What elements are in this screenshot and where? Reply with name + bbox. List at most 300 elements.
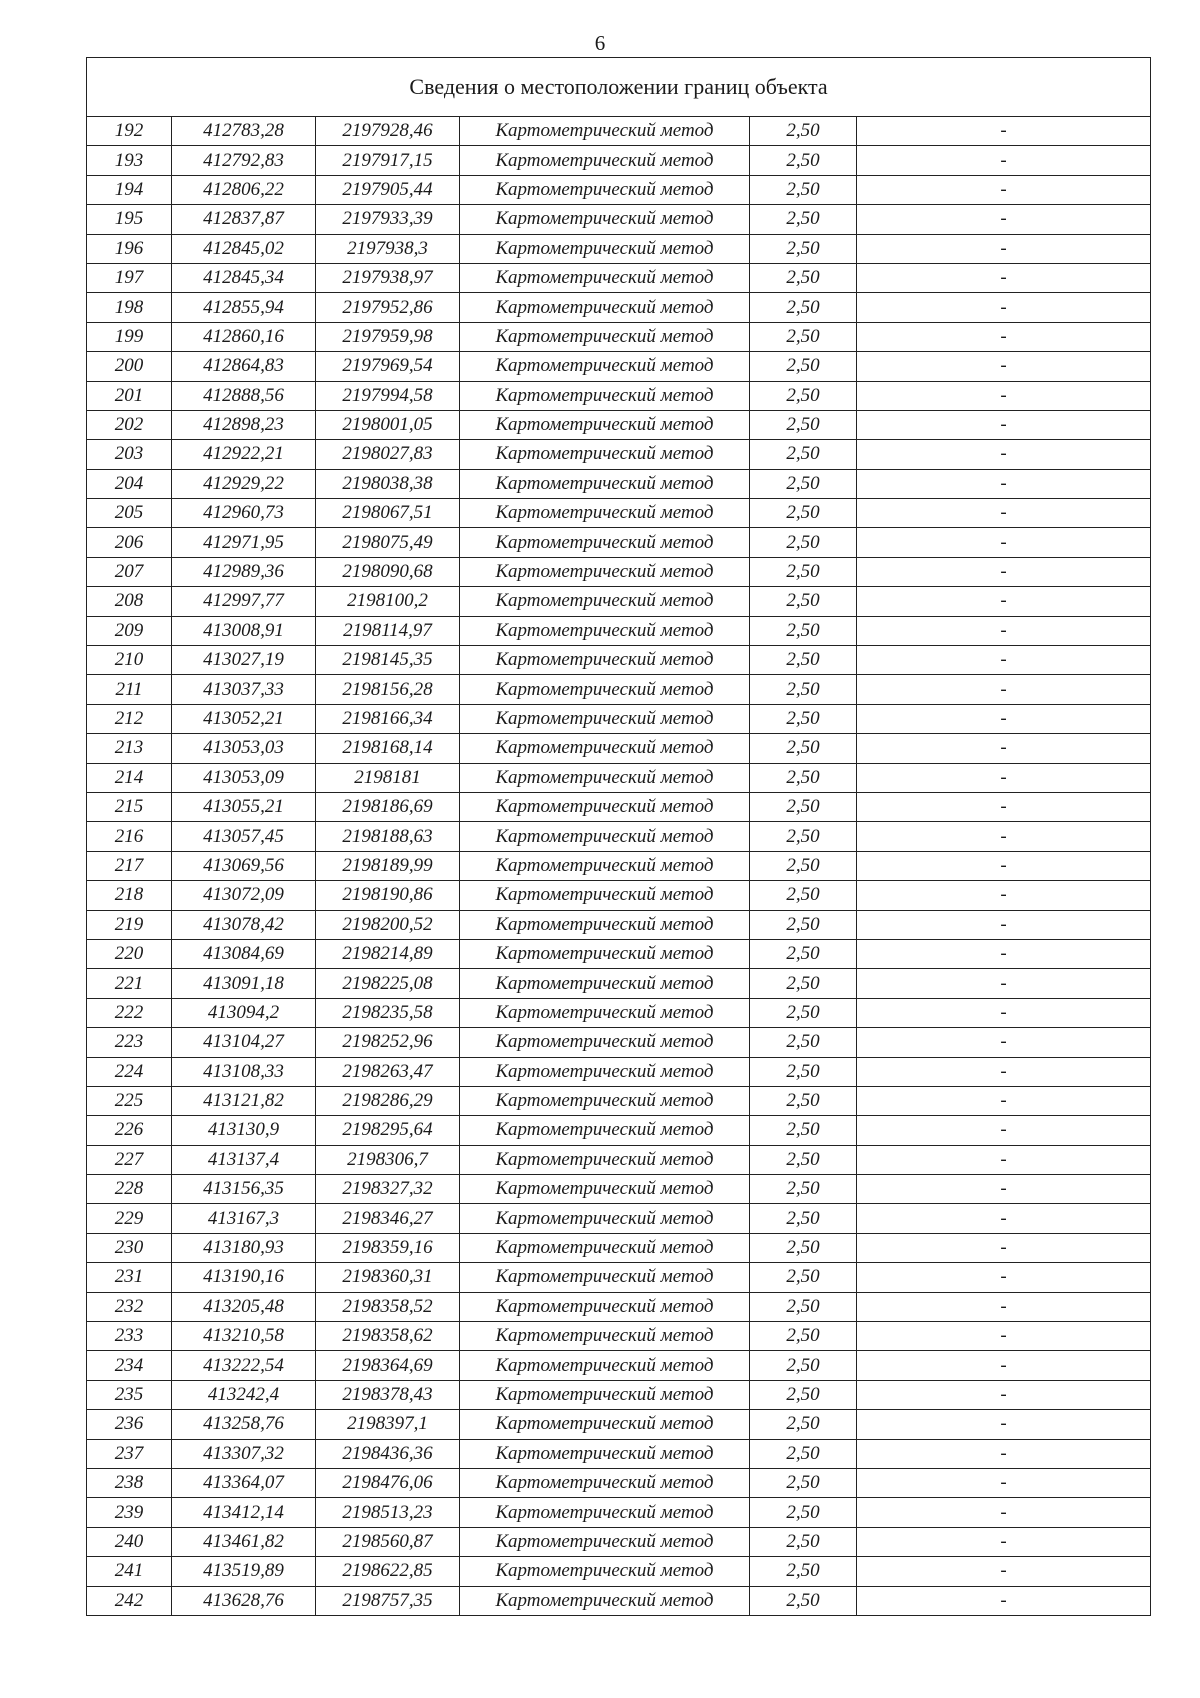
table-row <box>87 1439 1151 1468</box>
description-cell: - <box>857 440 1151 469</box>
y-coordinate-cell: 2198038,38 <box>316 469 460 498</box>
x-coordinate-cell: 412806,22 <box>172 175 316 204</box>
method-cell: Картометрический метод <box>460 381 750 410</box>
boundary-table <box>86 57 1151 1616</box>
description-cell: - <box>857 1439 1151 1468</box>
description-cell: - <box>857 734 1151 763</box>
point-number-cell: 214 <box>87 763 172 792</box>
point-number-cell: 240 <box>87 1527 172 1556</box>
point-number-cell: 219 <box>87 910 172 939</box>
accuracy-cell: 2,50 <box>750 587 857 616</box>
table-row <box>87 851 1151 880</box>
accuracy-cell: 2,50 <box>750 675 857 704</box>
y-coordinate-cell: 2198001,05 <box>316 410 460 439</box>
description-cell: - <box>857 616 1151 645</box>
x-coordinate-cell: 413519,89 <box>172 1557 316 1586</box>
description-cell: - <box>857 1086 1151 1115</box>
y-coordinate-cell: 2198189,99 <box>316 851 460 880</box>
point-number-cell: 192 <box>87 117 172 146</box>
method-cell: Картометрический метод <box>460 1527 750 1556</box>
method-cell: Картометрический метод <box>460 1086 750 1115</box>
method-cell: Картометрический метод <box>460 205 750 234</box>
accuracy-cell: 2,50 <box>750 1233 857 1262</box>
accuracy-cell: 2,50 <box>750 1351 857 1380</box>
y-coordinate-cell: 2198100,2 <box>316 587 460 616</box>
accuracy-cell: 2,50 <box>750 322 857 351</box>
y-coordinate-cell: 2197905,44 <box>316 175 460 204</box>
table-row <box>87 1116 1151 1145</box>
accuracy-cell: 2,50 <box>750 440 857 469</box>
table-row <box>87 734 1151 763</box>
table-row <box>87 763 1151 792</box>
method-cell: Картометрический метод <box>460 646 750 675</box>
table-row <box>87 499 1151 528</box>
y-coordinate-cell: 2198327,32 <box>316 1175 460 1204</box>
point-number-cell: 213 <box>87 734 172 763</box>
table-row <box>87 1028 1151 1057</box>
method-cell: Картометрический метод <box>460 969 750 998</box>
method-cell: Картометрический метод <box>460 939 750 968</box>
description-cell: - <box>857 381 1151 410</box>
method-cell: Картометрический метод <box>460 881 750 910</box>
table-row <box>87 146 1151 175</box>
accuracy-cell: 2,50 <box>750 851 857 880</box>
y-coordinate-cell: 2198513,23 <box>316 1498 460 1527</box>
method-cell: Картометрический метод <box>460 175 750 204</box>
table-row <box>87 822 1151 851</box>
point-number-cell: 205 <box>87 499 172 528</box>
y-coordinate-cell: 2198295,64 <box>316 1116 460 1145</box>
x-coordinate-cell: 412888,56 <box>172 381 316 410</box>
table-row <box>87 469 1151 498</box>
y-coordinate-cell: 2198190,86 <box>316 881 460 910</box>
point-number-cell: 230 <box>87 1233 172 1262</box>
y-coordinate-cell: 2198378,43 <box>316 1380 460 1409</box>
x-coordinate-cell: 413091,18 <box>172 969 316 998</box>
accuracy-cell: 2,50 <box>750 1322 857 1351</box>
x-coordinate-cell: 413242,4 <box>172 1380 316 1409</box>
description-cell: - <box>857 1468 1151 1497</box>
point-number-cell: 238 <box>87 1468 172 1497</box>
x-coordinate-cell: 413258,76 <box>172 1410 316 1439</box>
method-cell: Картометрический метод <box>460 499 750 528</box>
x-coordinate-cell: 412922,21 <box>172 440 316 469</box>
table-row <box>87 616 1151 645</box>
method-cell: Картометрический метод <box>460 704 750 733</box>
method-cell: Картометрический метод <box>460 528 750 557</box>
accuracy-cell: 2,50 <box>750 910 857 939</box>
y-coordinate-cell: 2198075,49 <box>316 528 460 557</box>
y-coordinate-cell: 2197928,46 <box>316 117 460 146</box>
point-number-cell: 212 <box>87 704 172 733</box>
accuracy-cell: 2,50 <box>750 763 857 792</box>
method-cell: Картометрический метод <box>460 322 750 351</box>
y-coordinate-cell: 2198286,29 <box>316 1086 460 1115</box>
method-cell: Картометрический метод <box>460 557 750 586</box>
x-coordinate-cell: 412837,87 <box>172 205 316 234</box>
y-coordinate-cell: 2198252,96 <box>316 1028 460 1057</box>
point-number-cell: 222 <box>87 998 172 1027</box>
accuracy-cell: 2,50 <box>750 557 857 586</box>
description-cell: - <box>857 1380 1151 1409</box>
description-cell: - <box>857 1292 1151 1321</box>
method-cell: Картометрический метод <box>460 410 750 439</box>
x-coordinate-cell: 413053,09 <box>172 763 316 792</box>
y-coordinate-cell: 2198306,7 <box>316 1145 460 1174</box>
y-coordinate-cell: 2198027,83 <box>316 440 460 469</box>
description-cell: - <box>857 1527 1151 1556</box>
y-coordinate-cell: 2198114,97 <box>316 616 460 645</box>
accuracy-cell: 2,50 <box>750 1028 857 1057</box>
accuracy-cell: 2,50 <box>750 146 857 175</box>
table-row <box>87 440 1151 469</box>
y-coordinate-cell: 2198364,69 <box>316 1351 460 1380</box>
description-cell: - <box>857 1204 1151 1233</box>
x-coordinate-cell: 412971,95 <box>172 528 316 557</box>
point-number-cell: 239 <box>87 1498 172 1527</box>
accuracy-cell: 2,50 <box>750 263 857 292</box>
table-row <box>87 675 1151 704</box>
accuracy-cell: 2,50 <box>750 939 857 968</box>
description-cell: - <box>857 1351 1151 1380</box>
method-cell: Картометрический метод <box>460 1116 750 1145</box>
accuracy-cell: 2,50 <box>750 1439 857 1468</box>
table-row <box>87 910 1151 939</box>
table-row <box>87 205 1151 234</box>
method-cell: Картометрический метод <box>460 146 750 175</box>
y-coordinate-cell: 2198560,87 <box>316 1527 460 1556</box>
y-coordinate-cell: 2198235,58 <box>316 998 460 1027</box>
y-coordinate-cell: 2197969,54 <box>316 352 460 381</box>
method-cell: Картометрический метод <box>460 616 750 645</box>
description-cell: - <box>857 969 1151 998</box>
method-cell: Картометрический метод <box>460 851 750 880</box>
point-number-cell: 210 <box>87 646 172 675</box>
description-cell: - <box>857 117 1151 146</box>
method-cell: Картометрический метод <box>460 440 750 469</box>
accuracy-cell: 2,50 <box>750 1410 857 1439</box>
method-cell: Картометрический метод <box>460 998 750 1027</box>
accuracy-cell: 2,50 <box>750 646 857 675</box>
description-cell: - <box>857 557 1151 586</box>
x-coordinate-cell: 413130,9 <box>172 1116 316 1145</box>
x-coordinate-cell: 413078,42 <box>172 910 316 939</box>
accuracy-cell: 2,50 <box>750 1586 857 1615</box>
description-cell: - <box>857 410 1151 439</box>
accuracy-cell: 2,50 <box>750 1263 857 1292</box>
x-coordinate-cell: 413222,54 <box>172 1351 316 1380</box>
x-coordinate-cell: 413069,56 <box>172 851 316 880</box>
accuracy-cell: 2,50 <box>750 1557 857 1586</box>
point-number-cell: 232 <box>87 1292 172 1321</box>
description-cell: - <box>857 469 1151 498</box>
x-coordinate-cell: 413052,21 <box>172 704 316 733</box>
y-coordinate-cell: 2198225,08 <box>316 969 460 998</box>
description-cell: - <box>857 851 1151 880</box>
y-coordinate-cell: 2197952,86 <box>316 293 460 322</box>
accuracy-cell: 2,50 <box>750 792 857 821</box>
page-number: 6 <box>594 31 606 55</box>
description-cell: - <box>857 528 1151 557</box>
description-cell: - <box>857 499 1151 528</box>
method-cell: Картометрический метод <box>460 293 750 322</box>
y-coordinate-cell: 2198358,62 <box>316 1322 460 1351</box>
method-cell: Картометрический метод <box>460 1204 750 1233</box>
point-number-cell: 218 <box>87 881 172 910</box>
x-coordinate-cell: 413008,91 <box>172 616 316 645</box>
point-number-cell: 217 <box>87 851 172 880</box>
y-coordinate-cell: 2198168,14 <box>316 734 460 763</box>
point-number-cell: 207 <box>87 557 172 586</box>
point-number-cell: 242 <box>87 1586 172 1615</box>
description-cell: - <box>857 1557 1151 1586</box>
y-coordinate-cell: 2198757,35 <box>316 1586 460 1615</box>
point-number-cell: 236 <box>87 1410 172 1439</box>
y-coordinate-cell: 2197959,98 <box>316 322 460 351</box>
table-row <box>87 1233 1151 1262</box>
method-cell: Картометрический метод <box>460 910 750 939</box>
description-cell: - <box>857 234 1151 263</box>
method-cell: Картометрический метод <box>460 1292 750 1321</box>
method-cell: Картометрический метод <box>460 1586 750 1615</box>
accuracy-cell: 2,50 <box>750 616 857 645</box>
accuracy-cell: 2,50 <box>750 499 857 528</box>
x-coordinate-cell: 413057,45 <box>172 822 316 851</box>
method-cell: Картометрический метод <box>460 1410 750 1439</box>
description-cell: - <box>857 1498 1151 1527</box>
accuracy-cell: 2,50 <box>750 1292 857 1321</box>
method-cell: Картометрический метод <box>460 1263 750 1292</box>
method-cell: Картометрический метод <box>460 1028 750 1057</box>
point-number-cell: 208 <box>87 587 172 616</box>
x-coordinate-cell: 412845,02 <box>172 234 316 263</box>
description-cell: - <box>857 146 1151 175</box>
table-row <box>87 969 1151 998</box>
point-number-cell: 199 <box>87 322 172 351</box>
description-cell: - <box>857 1028 1151 1057</box>
x-coordinate-cell: 412898,23 <box>172 410 316 439</box>
point-number-cell: 228 <box>87 1175 172 1204</box>
method-cell: Картометрический метод <box>460 822 750 851</box>
point-number-cell: 215 <box>87 792 172 821</box>
table-row <box>87 587 1151 616</box>
description-cell: - <box>857 1586 1151 1615</box>
x-coordinate-cell: 413053,03 <box>172 734 316 763</box>
y-coordinate-cell: 2198346,27 <box>316 1204 460 1233</box>
x-coordinate-cell: 413055,21 <box>172 792 316 821</box>
accuracy-cell: 2,50 <box>750 704 857 733</box>
y-coordinate-cell: 2198263,47 <box>316 1057 460 1086</box>
table-row <box>87 234 1151 263</box>
y-coordinate-cell: 2198181 <box>316 763 460 792</box>
method-cell: Картометрический метод <box>460 1322 750 1351</box>
accuracy-cell: 2,50 <box>750 410 857 439</box>
x-coordinate-cell: 413210,58 <box>172 1322 316 1351</box>
method-cell: Картометрический метод <box>460 469 750 498</box>
table-row <box>87 381 1151 410</box>
table-row <box>87 1527 1151 1556</box>
method-cell: Картометрический метод <box>460 1057 750 1086</box>
table-row <box>87 1498 1151 1527</box>
y-coordinate-cell: 2197933,39 <box>316 205 460 234</box>
point-number-cell: 234 <box>87 1351 172 1380</box>
method-cell: Картометрический метод <box>460 1468 750 1497</box>
point-number-cell: 197 <box>87 263 172 292</box>
point-number-cell: 227 <box>87 1145 172 1174</box>
table-row <box>87 646 1151 675</box>
x-coordinate-cell: 412929,22 <box>172 469 316 498</box>
method-cell: Картометрический метод <box>460 1380 750 1409</box>
description-cell: - <box>857 763 1151 792</box>
accuracy-cell: 2,50 <box>750 293 857 322</box>
method-cell: Картометрический метод <box>460 1498 750 1527</box>
x-coordinate-cell: 412845,34 <box>172 263 316 292</box>
method-cell: Картометрический метод <box>460 1351 750 1380</box>
description-cell: - <box>857 646 1151 675</box>
accuracy-cell: 2,50 <box>750 234 857 263</box>
accuracy-cell: 2,50 <box>750 881 857 910</box>
method-cell: Картометрический метод <box>460 1557 750 1586</box>
x-coordinate-cell: 412997,77 <box>172 587 316 616</box>
accuracy-cell: 2,50 <box>750 352 857 381</box>
x-coordinate-cell: 412960,73 <box>172 499 316 528</box>
description-cell: - <box>857 322 1151 351</box>
description-cell: - <box>857 1175 1151 1204</box>
table-row <box>87 1145 1151 1174</box>
accuracy-cell: 2,50 <box>750 1498 857 1527</box>
x-coordinate-cell: 413364,07 <box>172 1468 316 1497</box>
table-row <box>87 1380 1151 1409</box>
accuracy-cell: 2,50 <box>750 998 857 1027</box>
method-cell: Картометрический метод <box>460 1233 750 1262</box>
table-row <box>87 939 1151 968</box>
point-number-cell: 237 <box>87 1439 172 1468</box>
description-cell: - <box>857 1116 1151 1145</box>
x-coordinate-cell: 412864,83 <box>172 352 316 381</box>
x-coordinate-cell: 413037,33 <box>172 675 316 704</box>
accuracy-cell: 2,50 <box>750 1468 857 1497</box>
description-cell: - <box>857 822 1151 851</box>
point-number-cell: 235 <box>87 1380 172 1409</box>
description-cell: - <box>857 1145 1151 1174</box>
description-cell: - <box>857 939 1151 968</box>
point-number-cell: 211 <box>87 675 172 704</box>
method-cell: Картометрический метод <box>460 117 750 146</box>
y-coordinate-cell: 2198166,34 <box>316 704 460 733</box>
description-cell: - <box>857 293 1151 322</box>
x-coordinate-cell: 413027,19 <box>172 646 316 675</box>
description-cell: - <box>857 175 1151 204</box>
description-cell: - <box>857 1057 1151 1086</box>
table-row <box>87 704 1151 733</box>
table-row <box>87 263 1151 292</box>
point-number-cell: 229 <box>87 1204 172 1233</box>
accuracy-cell: 2,50 <box>750 1057 857 1086</box>
table-row <box>87 792 1151 821</box>
accuracy-cell: 2,50 <box>750 1204 857 1233</box>
x-coordinate-cell: 412860,16 <box>172 322 316 351</box>
accuracy-cell: 2,50 <box>750 205 857 234</box>
point-number-cell: 209 <box>87 616 172 645</box>
description-cell: - <box>857 352 1151 381</box>
x-coordinate-cell: 413104,27 <box>172 1028 316 1057</box>
table-row <box>87 1322 1151 1351</box>
table-row <box>87 1557 1151 1586</box>
table-row <box>87 1410 1151 1439</box>
y-coordinate-cell: 2198397,1 <box>316 1410 460 1439</box>
method-cell: Картометрический метод <box>460 675 750 704</box>
accuracy-cell: 2,50 <box>750 1086 857 1115</box>
x-coordinate-cell: 412855,94 <box>172 293 316 322</box>
point-number-cell: 221 <box>87 969 172 998</box>
method-cell: Картометрический метод <box>460 1439 750 1468</box>
description-cell: - <box>857 1410 1151 1439</box>
table-row <box>87 175 1151 204</box>
y-coordinate-cell: 2198200,52 <box>316 910 460 939</box>
point-number-cell: 198 <box>87 293 172 322</box>
x-coordinate-cell: 413167,3 <box>172 1204 316 1233</box>
table-row <box>87 1086 1151 1115</box>
accuracy-cell: 2,50 <box>750 117 857 146</box>
y-coordinate-cell: 2197994,58 <box>316 381 460 410</box>
table-row <box>87 117 1151 146</box>
description-cell: - <box>857 675 1151 704</box>
table-row <box>87 881 1151 910</box>
accuracy-cell: 2,50 <box>750 1527 857 1556</box>
description-cell: - <box>857 704 1151 733</box>
x-coordinate-cell: 412792,83 <box>172 146 316 175</box>
point-number-cell: 195 <box>87 205 172 234</box>
accuracy-cell: 2,50 <box>750 381 857 410</box>
description-cell: - <box>857 998 1151 1027</box>
description-cell: - <box>857 910 1151 939</box>
x-coordinate-cell: 413412,14 <box>172 1498 316 1527</box>
table-row <box>87 1292 1151 1321</box>
table-row <box>87 1175 1151 1204</box>
point-number-cell: 231 <box>87 1263 172 1292</box>
y-coordinate-cell: 2198436,36 <box>316 1439 460 1468</box>
method-cell: Картометрический метод <box>460 1175 750 1204</box>
table-row <box>87 352 1151 381</box>
method-cell: Картометрический метод <box>460 734 750 763</box>
method-cell: Картометрический метод <box>460 263 750 292</box>
y-coordinate-cell: 2198090,68 <box>316 557 460 586</box>
x-coordinate-cell: 413628,76 <box>172 1586 316 1615</box>
table-title: Сведения о местоположении границ объекта <box>87 58 1151 117</box>
description-cell: - <box>857 792 1151 821</box>
accuracy-cell: 2,50 <box>750 734 857 763</box>
y-coordinate-cell: 2198214,89 <box>316 939 460 968</box>
y-coordinate-cell: 2198145,35 <box>316 646 460 675</box>
x-coordinate-cell: 413205,48 <box>172 1292 316 1321</box>
table-title-row <box>87 58 1151 117</box>
point-number-cell: 225 <box>87 1086 172 1115</box>
description-cell: - <box>857 263 1151 292</box>
point-number-cell: 220 <box>87 939 172 968</box>
description-cell: - <box>857 881 1151 910</box>
table-row <box>87 410 1151 439</box>
table-row <box>87 557 1151 586</box>
table-row <box>87 998 1151 1027</box>
table-row <box>87 1586 1151 1615</box>
table-row <box>87 1263 1151 1292</box>
x-coordinate-cell: 413190,16 <box>172 1263 316 1292</box>
y-coordinate-cell: 2198186,69 <box>316 792 460 821</box>
accuracy-cell: 2,50 <box>750 528 857 557</box>
table-row <box>87 1351 1151 1380</box>
x-coordinate-cell: 412989,36 <box>172 557 316 586</box>
point-number-cell: 226 <box>87 1116 172 1145</box>
